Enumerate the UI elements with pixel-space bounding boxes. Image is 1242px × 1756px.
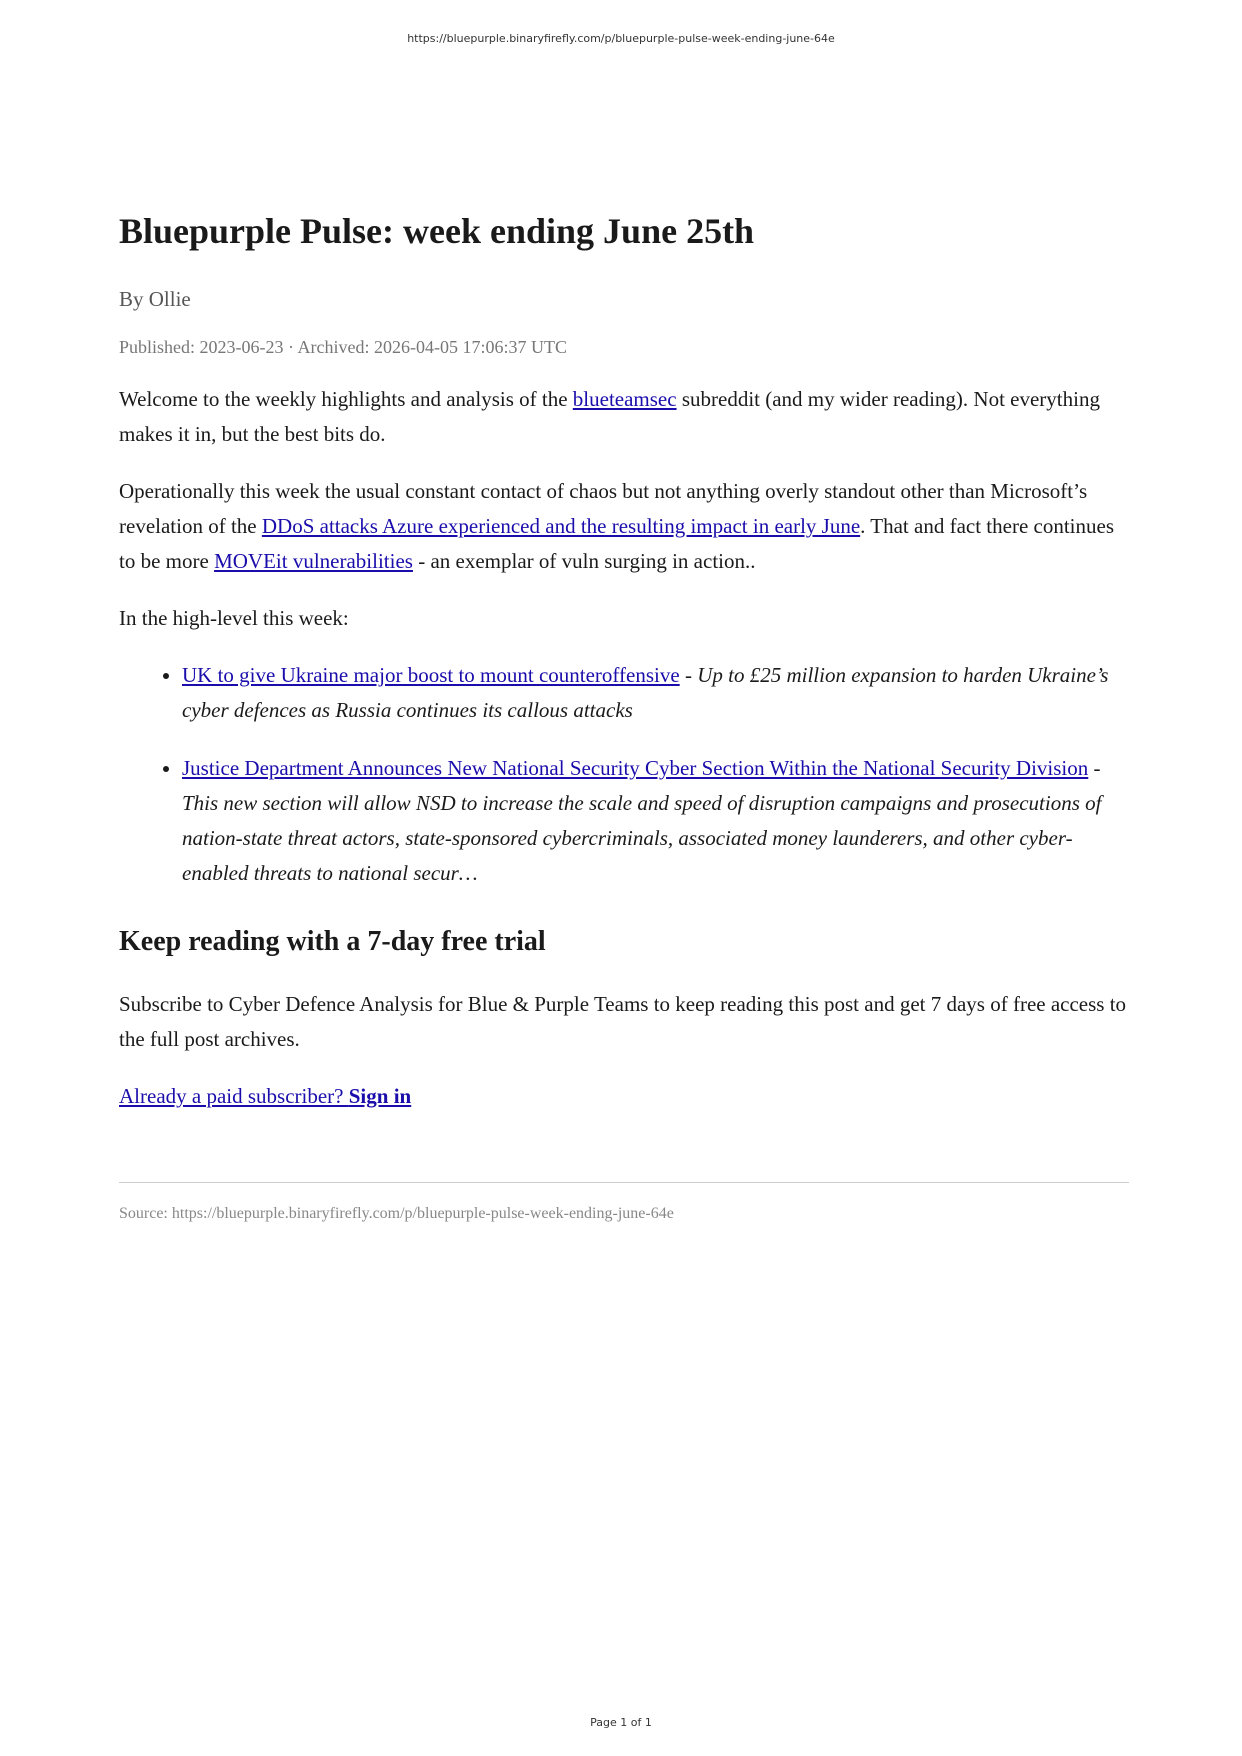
doj-cyber-section-link[interactable]: Justice Department Announces New National Security Cyber Section Within the National Security Division [182,756,1089,781]
source-line: Source: https://bluepurple.binaryfirefly.com/p/bluepurple-pulse-week-ending-june-64e [119,1204,674,1222]
page-number: Page 1 of 1 [590,1716,652,1729]
list-item-separator: - [1088,756,1101,781]
byline: By Ollie [119,287,191,312]
para2-text-3: - an exemplar of vuln surging in action.. [412,549,756,574]
list-item [182,751,1129,891]
page-header-url: https://bluepurple.binaryfirefly.com/p/bluepurple-pulse-week-ending-june-64e [407,32,835,45]
intro-text-before: Welcome to the weekly highlights and analysis of the [119,387,573,412]
list-item-description: This new section will allow NSD to increase the scale and speed of disruption campaigns and prosecutions of nation-state threat actors, state-sponsored cybercriminals, associated money launderers, and other cyber-enabled threats to national secur… [182,791,1102,886]
paywall-text: Subscribe to Cyber Defence Analysis for Blue & Purple Teams to keep reading this post and get 7 days of free access to the full post archives. [119,991,1127,1051]
list-item [182,658,1129,728]
list-item-separator: - [679,663,698,688]
signin-label: Sign in [348,1083,412,1108]
para2-text-2: . That and fact there continues to be more [119,514,1115,574]
article-content [119,210,1129,1223]
signin-link[interactable] [119,1084,411,1108]
signin-line [119,1079,1129,1114]
highlight-list [119,658,1129,891]
para2-text-1: Operationally this week the usual constant contact of chaos but not anything overly standout other than Microsoft’s revelation of the [119,479,1088,539]
intro-text-after: subreddit (and my wider reading). Not everything makes it in, but the best bits do. [119,387,1100,447]
divider [119,1182,1129,1183]
already-subscriber-text: Already a paid subscriber? [119,1083,349,1108]
ddos-azure-link[interactable]: DDoS attacks Azure experienced and the resulting impact in early June [261,514,861,539]
highlevel-intro: In the high-level this week: [119,606,349,631]
paywall-heading: Keep reading with a 7-day free trial [119,926,546,958]
operational-paragraph [119,474,1129,579]
list-item-description: Up to £25 million expansion to harden Ukraine’s cyber defences as Russia continues its callous attacks [182,663,1109,723]
publish-meta: Published: 2023-06-23 · Archived: 2026-04-05 17:06:37 UTC [119,337,567,358]
blueteamsec-link[interactable]: blueteamsec [572,387,677,412]
intro-paragraph [119,382,1129,452]
ukraine-boost-link[interactable]: UK to give Ukraine major boost to mount counteroffensive [182,663,680,688]
moveit-link[interactable]: MOVEit vulnerabilities [214,549,413,574]
article-title: Bluepurple Pulse: week ending June 25th [119,211,755,251]
